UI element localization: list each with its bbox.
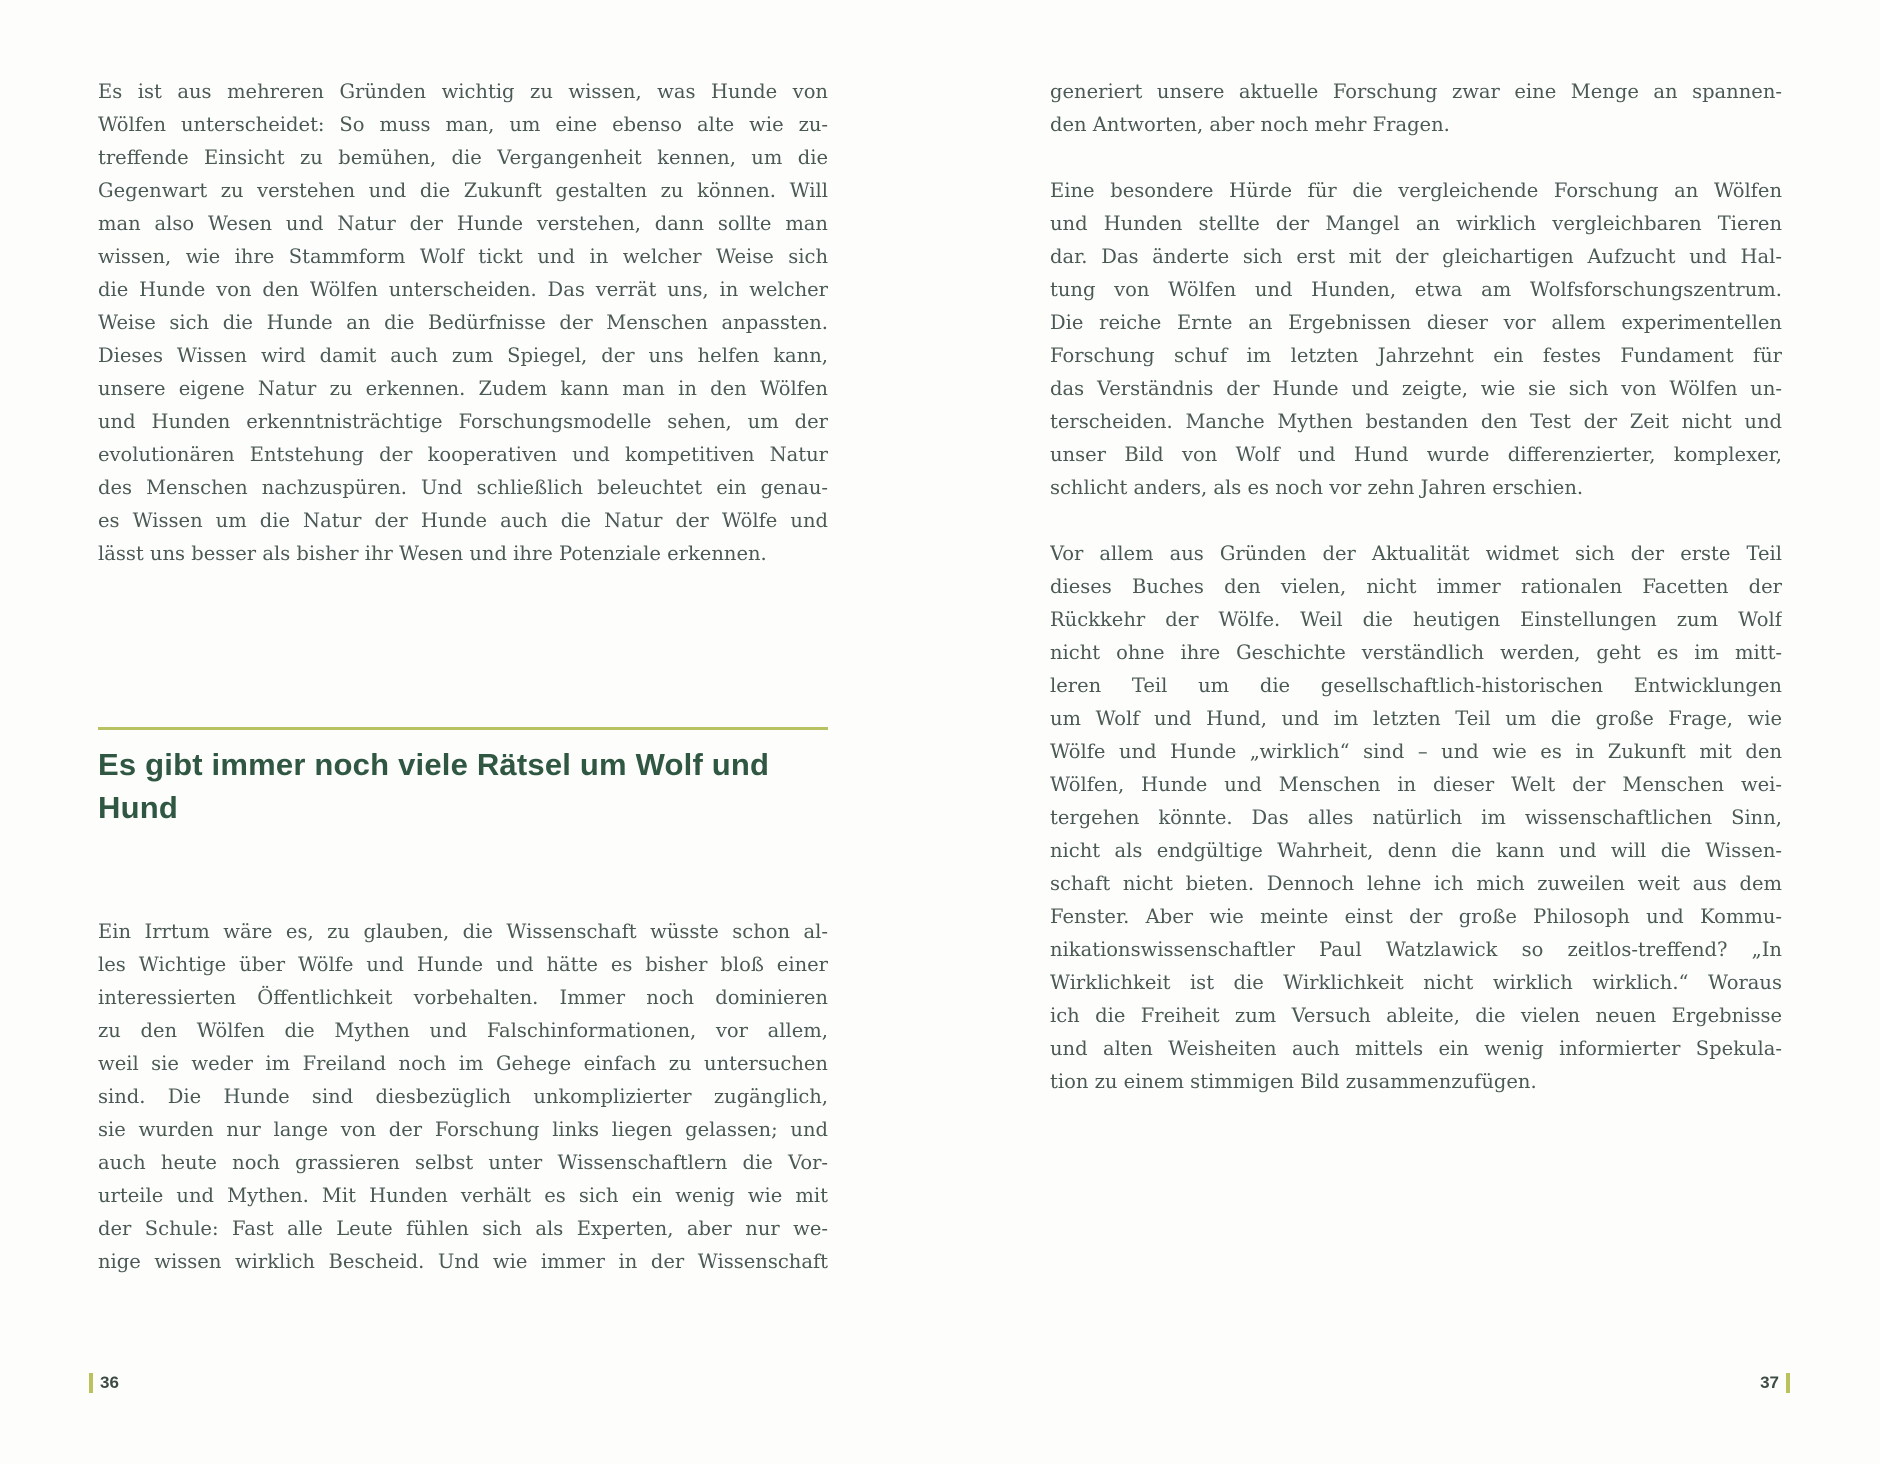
text-line: Wölfen unterscheidet: So muss man, um eine ebenso alte wie zu- (98, 113, 828, 136)
text-line: ich die Freiheit zum Versuch ableite, die vielen neuen Ergebnisse (1050, 1004, 1782, 1027)
text-line: Es gibt immer noch viele Rätsel um Wolf und (98, 747, 770, 782)
right-page-number: 37 (1760, 1373, 1779, 1392)
left-paragraph-2 (98, 915, 828, 1278)
text-line: interessierten Öffentlichkeit vorbehalten. Immer noch dominieren (98, 986, 828, 1009)
text-line: dar. Das änderte sich erst mit der gleichartigen Aufzucht und Hal- (1050, 245, 1782, 268)
folio-bar-icon (89, 1373, 93, 1393)
text-line: nicht als endgültige Wahrheit, denn die kann und will die Wissen- (1050, 839, 1782, 862)
text-line: nige wissen wirklich Bescheid. Und wie immer in der Wissenschaft (98, 1250, 828, 1273)
text-line: und Hunden erkenntnisträchtige Forschungsmodelle sehen, um der (98, 410, 828, 433)
text-line: Gegenwart zu verstehen und die Zukunft gestalten zu können. Will (98, 179, 828, 202)
text-line: Rückkehr der Wölfe. Weil die heutigen Einstellungen zum Wolf (1050, 608, 1782, 631)
text-line: generiert unsere aktuelle Forschung zwar eine Menge an spannen- (1050, 80, 1782, 103)
text-line: Es ist aus mehreren Gründen wichtig zu wissen, was Hunde von (98, 80, 828, 103)
text-line: Wirklichkeit ist die Wirklichkeit nicht wirklich wirklich.“ Woraus (1050, 971, 1782, 994)
text-line: unsere eigene Natur zu erkennen. Zudem kann man in den Wölfen (98, 377, 828, 400)
text-line: treffende Einsicht zu bemühen, die Vergangenheit kennen, um die (98, 146, 828, 169)
right-page-folio (1760, 1373, 1790, 1393)
text-line: unser Bild von Wolf und Hund wurde differenzierter, komplexer, (1050, 443, 1782, 466)
text-line: und alten Weisheiten auch mittels ein wenig informierter Spekula- (1050, 1037, 1782, 1060)
text-line: Ein Irrtum wäre es, zu glauben, die Wissenschaft wüsste schon al- (98, 920, 828, 943)
text-line: leren Teil um die gesellschaftlich-historischen Entwicklungen (1050, 674, 1782, 697)
folio-bar-icon (1786, 1373, 1790, 1393)
text-line: Wölfe und Hunde „wirklich“ sind – und wie es in Zukunft mit den (1050, 740, 1782, 763)
text-line: Hund (98, 790, 178, 825)
text-line: les Wichtige über Wölfe und Hunde und hätte es bisher bloß einer (98, 953, 828, 976)
right-paragraph-3 (1050, 537, 1782, 1098)
text-line: um Wolf und Hund, und im letzten Teil um die große Frage, wie (1050, 707, 1782, 730)
text-line: und Hunden stellte der Mangel an wirklich vergleichbaren Tieren (1050, 212, 1782, 235)
text-line: terscheiden. Manche Mythen bestanden den Test der Zeit nicht und (1050, 410, 1782, 433)
text-line: tung von Wölfen und Hunden, etwa am Wolfsforschungszentrum. (1050, 278, 1782, 301)
section-divider-rule (98, 727, 828, 730)
text-line: Fenster. Aber wie meinte einst der große Philosoph und Kommu- (1050, 905, 1782, 928)
text-line: es Wissen um die Natur der Hunde auch die Natur der Wölfe und (98, 509, 828, 532)
text-line: Dieses Wissen wird damit auch zum Spiegel, der uns helfen kann, (98, 344, 828, 367)
text-line: schaft nicht bieten. Dennoch lehne ich mich zuweilen weit aus dem (1050, 872, 1782, 895)
text-line: Forschung schuf im letzten Jahrzehnt ein festes Fundament für (1050, 344, 1782, 367)
right-paragraph-1 (1050, 75, 1782, 141)
section-heading (98, 743, 828, 829)
left-page-folio (89, 1373, 119, 1393)
text-line: weil sie weder im Freiland noch im Gehege einfach zu untersuchen (98, 1052, 828, 1075)
text-line: den Antworten, aber noch mehr Fragen. (1050, 113, 1450, 136)
text-line: dieses Buches den vielen, nicht immer rationalen Facetten der (1050, 575, 1782, 598)
text-line: Vor allem aus Gründen der Aktualität widmet sich der erste Teil (1050, 542, 1782, 565)
left-page-text-column (98, 75, 828, 1278)
text-line: urteile und Mythen. Mit Hunden verhält es sich ein wenig wie mit (98, 1184, 828, 1207)
text-line: Wölfen, Hunde und Menschen in dieser Welt der Menschen wei- (1050, 773, 1782, 796)
text-line: schlicht anders, als es noch vor zehn Jahren erschien. (1050, 476, 1584, 499)
left-page-number: 36 (100, 1373, 119, 1392)
text-line: Die reiche Ernte an Ergebnissen dieser vor allem experimentellen (1050, 311, 1782, 334)
text-line: das Verständnis der Hunde und zeigte, wie sie sich von Wölfen un- (1050, 377, 1782, 400)
text-line: des Menschen nachzuspüren. Und schließlich beleuchtet ein genau- (98, 476, 828, 499)
text-line: Weise sich die Hunde an die Bedürfnisse der Menschen anpassten. (98, 311, 828, 334)
text-line: evolutionären Entstehung der kooperativen und kompetitiven Natur (98, 443, 828, 466)
text-line: sie wurden nur lange von der Forschung links liegen gelassen; und (98, 1118, 828, 1141)
text-line: nikationswissenschaftler Paul Watzlawick so zeitlos-treffend? „In (1050, 938, 1782, 961)
text-line: sind. Die Hunde sind diesbezüglich unkomplizierter zugänglich, (98, 1085, 828, 1108)
text-line: zu den Wölfen die Mythen und Falschinformationen, vor allem, (98, 1019, 828, 1042)
text-line: auch heute noch grassieren selbst unter Wissenschaftlern die Vor- (98, 1151, 828, 1174)
text-line: lässt uns besser als bisher ihr Wesen und ihre Potenziale erkennen. (98, 542, 767, 565)
text-line: man also Wesen und Natur der Hunde verstehen, dann sollte man (98, 212, 828, 235)
right-paragraph-2 (1050, 174, 1782, 504)
text-line: Eine besondere Hürde für die vergleichende Forschung an Wölfen (1050, 179, 1782, 202)
text-line: wissen, wie ihre Stammform Wolf tickt und in welcher Weise sich (98, 245, 828, 268)
text-line: nicht ohne ihre Geschichte verständlich werden, geht es im mitt- (1050, 641, 1782, 664)
text-line: tergehen könnte. Das alles natürlich im wissenschaftlichen Sinn, (1050, 806, 1782, 829)
text-line: tion zu einem stimmigen Bild zusammenzufügen. (1050, 1070, 1537, 1093)
left-paragraph-1 (98, 75, 828, 570)
right-page-text-column (1050, 75, 1782, 1098)
text-line: die Hunde von den Wölfen unterscheiden. Das verrät uns, in welcher (98, 278, 828, 301)
text-line: der Schule: Fast alle Leute fühlen sich als Experten, aber nur we- (98, 1217, 828, 1240)
